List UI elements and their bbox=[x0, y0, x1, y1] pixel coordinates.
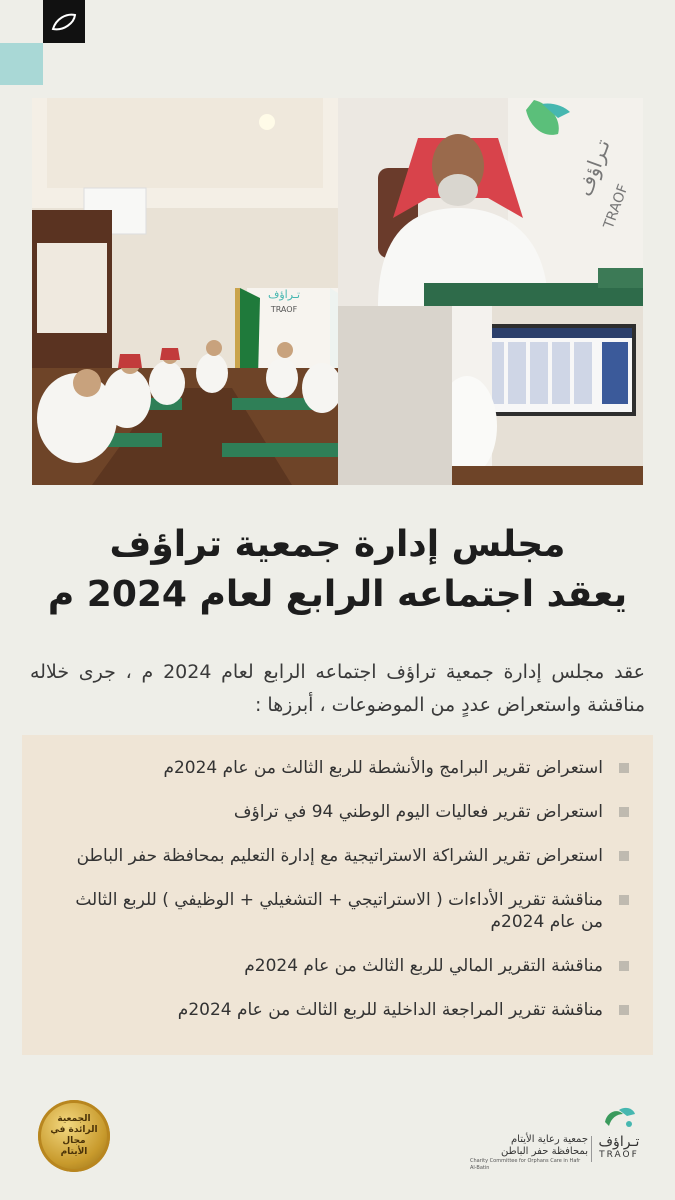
presentation-photo bbox=[452, 306, 643, 485]
meeting-photo-collage bbox=[32, 98, 643, 485]
charity-logo bbox=[470, 1134, 588, 1172]
corner-accent-square bbox=[0, 43, 43, 85]
traof-logo-en: TRAOF bbox=[599, 1150, 639, 1160]
charity-name-line-2: بمحافظة حفر الباطن bbox=[501, 1146, 588, 1157]
charity-name-en: Charity Committee for Orphans Care in Hafr Al-Batin bbox=[470, 1158, 581, 1171]
topic-text: مناقشة تقرير المراجعة الداخلية للربع الثالث من عام 2024م bbox=[177, 1000, 603, 1020]
square-bullet-icon bbox=[619, 807, 629, 817]
square-bullet-icon bbox=[619, 961, 629, 971]
list-item bbox=[56, 801, 629, 823]
topic-text: مناقشة تقرير الأداءات ( الاستراتيجي + التشغيلي + الوظيفي ) للربع الثالث من عام 2024م bbox=[75, 890, 603, 932]
list-item bbox=[56, 889, 629, 933]
wall-brand-en: TRAOF bbox=[270, 305, 298, 314]
square-bullet-icon bbox=[619, 895, 629, 905]
topic-text: مناقشة التقرير المالي للربع الثالث من عام 2024م bbox=[244, 956, 603, 976]
wall-brand-ar: تـراؤف bbox=[267, 288, 301, 301]
leading-association-seal bbox=[38, 1100, 110, 1172]
intro-paragraph: عقد مجلس إدارة جمعية تراؤف اجتماعه الرابع لعام 2024 م ، جرى خلاله مناقشة واستعراض عددٍ من الموضوعات ، أبرزها : bbox=[30, 661, 645, 716]
square-bullet-icon bbox=[619, 1005, 629, 1015]
topic-text: استعراض تقرير الشراكة الاستراتيجية مع إدارة التعليم بمحافظة حفر الباطن bbox=[76, 846, 603, 866]
topic-text: استعراض تقرير فعاليات اليوم الوطني 94 في تراؤف bbox=[233, 802, 603, 822]
topic-text: استعراض تقرير البرامج والأنشطة للربع الثالث من عام 2024م bbox=[163, 758, 603, 778]
list-item bbox=[56, 955, 629, 977]
list-item bbox=[56, 845, 629, 867]
topics-list bbox=[56, 757, 629, 1021]
portrait-brand-en: TRAOF bbox=[600, 182, 632, 232]
traof-mark-icon bbox=[599, 1104, 639, 1130]
seal-text: الجمعية الرائدة في مجال الأيتام bbox=[50, 1114, 98, 1157]
meeting-room-photo bbox=[32, 98, 338, 485]
title-line-1: مجلس إدارة جمعية تراؤف bbox=[109, 524, 566, 565]
list-item bbox=[56, 999, 629, 1021]
square-bullet-icon bbox=[619, 763, 629, 773]
traof-logo-ar: تـراؤف bbox=[598, 1134, 640, 1150]
charity-name-line-1: جمعية رعاية الأيتام bbox=[510, 1134, 588, 1145]
portrait-brand-ar: تـراؤف bbox=[572, 136, 615, 200]
page-title bbox=[40, 520, 635, 620]
chairman-photo bbox=[338, 98, 643, 306]
corner-logo bbox=[43, 0, 85, 43]
title-line-2: يعقد اجتماعه الرابع لعام 2024 م bbox=[47, 574, 628, 615]
topics-box bbox=[22, 735, 653, 1055]
list-item bbox=[56, 757, 629, 779]
leaf-logo-icon bbox=[50, 11, 78, 33]
square-bullet-icon bbox=[619, 851, 629, 861]
traof-logo bbox=[596, 1104, 642, 1164]
footer-divider bbox=[591, 1136, 592, 1162]
